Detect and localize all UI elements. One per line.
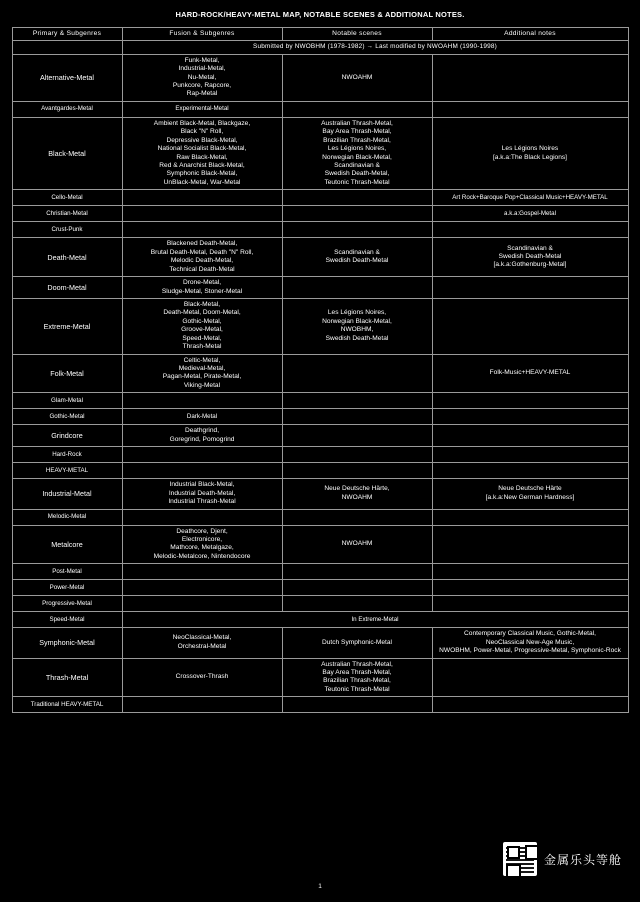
table-row: [12, 447, 628, 463]
notable-scenes: [282, 409, 432, 425]
table-row: [12, 425, 628, 447]
genre-name: Industrial-Metal: [12, 479, 122, 509]
table-row: [12, 564, 628, 580]
fusion-subgenres: NeoClassical-Metal, Orchestral-Metal: [122, 628, 282, 658]
additional-notes: Contemporary Classical Music, Gothic-Metal, NeoClassical New-Age Music, NWOBHM, Power-Metal, Progressive-Metal, Symphonic-Rock: [432, 628, 628, 658]
notable-scenes: [282, 596, 432, 612]
additional-notes: [432, 101, 628, 117]
fusion-subgenres: [122, 509, 282, 525]
genre-name: Death-Metal: [12, 238, 122, 277]
table-row: [12, 525, 628, 564]
genre-name: Power-Metal: [12, 580, 122, 596]
fusion-subgenres: Blackened Death-Metal, Brutal Death-Metal, Death "N" Roll, Melodic Death-Metal, Technical Death-Metal: [122, 238, 282, 277]
genre-map-table: [12, 27, 629, 713]
fusion-subgenres: Drone-Metal, Sludge-Metal, Stoner-Metal: [122, 277, 282, 299]
table-row: [12, 222, 628, 238]
genre-name: Crust-Punk: [12, 222, 122, 238]
table-row: [12, 463, 628, 479]
table-row: [12, 697, 628, 713]
additional-notes: [432, 393, 628, 409]
fusion-subgenres: Black-Metal, Death-Metal, Doom-Metal, Gothic-Metal, Groove-Metal, Speed-Metal, Thrash-Metal: [122, 298, 282, 354]
table-row: [12, 509, 628, 525]
column-header-fusion: Fusion & Subgenres: [122, 28, 282, 41]
genre-name: Extreme-Metal: [12, 298, 122, 354]
fusion-subgenres: [122, 447, 282, 463]
notable-scenes: [282, 222, 432, 238]
genre-name: Doom-Metal: [12, 277, 122, 299]
genre-name: Traditional HEAVY-METAL: [12, 697, 122, 713]
additional-notes: Folk-Music+HEAVY-METAL: [432, 354, 628, 393]
watermark: [503, 842, 622, 876]
fusion-subgenres: Industrial Black-Metal, Industrial Death-Metal, Industrial Thrash-Metal: [122, 479, 282, 509]
genre-name: Alternative-Metal: [12, 54, 122, 101]
fusion-subgenres: [122, 580, 282, 596]
genre-name: Symphonic-Metal: [12, 628, 122, 658]
table-row: [12, 190, 628, 206]
additional-notes: [432, 463, 628, 479]
notable-scenes: [282, 580, 432, 596]
notable-scenes: Australian Thrash-Metal, Bay Area Thrash-Metal, Brazilian Thrash-Metal, Les Légions Noires, Norwegian Black-Metal, Scandinavian & Swedish Death-Metal, Teutonic Thrash-Metal: [282, 117, 432, 190]
fusion-subgenres: [122, 596, 282, 612]
additional-notes: a.k.a:Gospel-Metal: [432, 206, 628, 222]
table-row: [12, 393, 628, 409]
additional-notes: [432, 409, 628, 425]
genre-name: Gothic-Metal: [12, 409, 122, 425]
additional-notes: [432, 596, 628, 612]
table-row: [12, 628, 628, 658]
table-row: [12, 277, 628, 299]
fusion-subgenres: In Extreme-Metal: [122, 612, 628, 628]
page-title: HARD-ROCK/HEAVY-METAL MAP, NOTABLE SCENES & ADDITIONAL NOTES.: [175, 10, 465, 19]
notable-scenes: [282, 354, 432, 393]
fusion-subgenres: [122, 463, 282, 479]
column-header-notes: Additional notes: [432, 28, 628, 41]
additional-notes: [432, 564, 628, 580]
genre-name: Folk-Metal: [12, 354, 122, 393]
genre-name: Cello-Metal: [12, 190, 122, 206]
notable-scenes: [282, 190, 432, 206]
notable-scenes: [282, 277, 432, 299]
notable-scenes: [282, 509, 432, 525]
genre-name: Avantgardes-Metal: [12, 101, 122, 117]
genre-name: Metalcore: [12, 525, 122, 564]
page-number: 1: [318, 883, 322, 890]
genre-name: Christian-Metal: [12, 206, 122, 222]
table-row: [12, 117, 628, 190]
table-row: [12, 238, 628, 277]
additional-notes: Art Rock+Baroque Pop+Classical Music+HEAVY-METAL: [432, 190, 628, 206]
additional-notes: Neue Deutsche Härte [a.k.a:New German Hardness]: [432, 479, 628, 509]
fusion-subgenres: [122, 190, 282, 206]
notable-scenes: Scandinavian & Swedish Death-Metal: [282, 238, 432, 277]
additional-notes: [432, 425, 628, 447]
fusion-subgenres: [122, 564, 282, 580]
fusion-subgenres: Dark-Metal: [122, 409, 282, 425]
table-header-row: [12, 28, 628, 41]
genre-name: Melodic-Metal: [12, 509, 122, 525]
additional-notes: [432, 222, 628, 238]
notable-scenes: Neue Deutsche Härte, NWOAHM: [282, 479, 432, 509]
table-row: [12, 409, 628, 425]
genre-name: Grindcore: [12, 425, 122, 447]
fusion-subgenres: Crossover-Thrash: [122, 658, 282, 697]
fusion-subgenres: [122, 697, 282, 713]
fusion-subgenres: Funk-Metal, Industrial-Metal, Nu-Metal, Punkcore, Rapcore, Rap-Metal: [122, 54, 282, 101]
additional-notes: [432, 658, 628, 697]
genre-name: Post-Metal: [12, 564, 122, 580]
additional-notes: [432, 54, 628, 101]
additional-notes: Les Légions Noires [a.k.a:The Black Legions]: [432, 117, 628, 190]
fusion-subgenres: [122, 222, 282, 238]
table-row: [12, 101, 628, 117]
genre-name: Black-Metal: [12, 117, 122, 190]
notable-scenes: NWOAHM: [282, 525, 432, 564]
notable-scenes: Australian Thrash-Metal, Bay Area Thrash-Metal, Brazilian Thrash-Metal, Teutonic Thrash-Metal: [282, 658, 432, 697]
additional-notes: [432, 697, 628, 713]
genre-name: Speed-Metal: [12, 612, 122, 628]
fusion-subgenres: Ambient Black-Metal, Blackgaze, Black "N" Roll, Depressive Black-Metal, National Socialist Black-Metal, Raw Black-Metal, Red & Anarchist Black-Metal, Symphonic Black-Metal, UnBlack-Metal, War-Metal: [122, 117, 282, 190]
fusion-subgenres: [122, 206, 282, 222]
table-row: [12, 54, 628, 101]
fusion-subgenres: Deathcore, Djent, Electronicore, Mathcore, Metalgaze, Melodic-Metalcore, Nintendocore: [122, 525, 282, 564]
wechat-qr-code-icon: [503, 842, 537, 876]
notable-scenes: [282, 697, 432, 713]
fusion-subgenres: Experimental-Metal: [122, 101, 282, 117]
fusion-subgenres: Deathgrind, Goregrind, Pomogrind: [122, 425, 282, 447]
additional-notes: [432, 525, 628, 564]
notable-scenes: Les Légions Noires, Norwegian Black-Metal, NWOBHM, Swedish Death-Metal: [282, 298, 432, 354]
submitted-note-row: [12, 41, 628, 54]
fusion-subgenres: Celtic-Metal, Medieval-Metal, Pagan-Metal, Pirate-Metal, Viking-Metal: [122, 354, 282, 393]
notable-scenes: Dutch Symphonic-Metal: [282, 628, 432, 658]
notable-scenes: [282, 425, 432, 447]
table-row: [12, 658, 628, 697]
additional-notes: [432, 277, 628, 299]
table-body: [12, 41, 628, 713]
submitted-note: Submitted by NWOBHM (1978-1982) → Last modified by NWOAHM (1990-1998): [122, 41, 628, 54]
table-row: [12, 354, 628, 393]
additional-notes: Scandinavian & Swedish Death-Metal [a.k.a:Gothenburg-Metal]: [432, 238, 628, 277]
notable-scenes: [282, 463, 432, 479]
genre-name: Glam-Metal: [12, 393, 122, 409]
notable-scenes: [282, 447, 432, 463]
fusion-subgenres: [122, 393, 282, 409]
additional-notes: [432, 298, 628, 354]
genre-name: Progressive-Metal: [12, 596, 122, 612]
table-row: [12, 580, 628, 596]
table-row: [12, 479, 628, 509]
table-row: [12, 298, 628, 354]
table-head: [12, 28, 628, 41]
table-row: [12, 206, 628, 222]
additional-notes: [432, 580, 628, 596]
genre-name: HEAVY-METAL: [12, 463, 122, 479]
column-header-scenes: Notable scenes: [282, 28, 432, 41]
additional-notes: [432, 447, 628, 463]
column-header-primary: Primary & Subgenres: [12, 28, 122, 41]
additional-notes: [432, 509, 628, 525]
notable-scenes: [282, 564, 432, 580]
table-row: [12, 596, 628, 612]
watermark-label: 金属乐头等舱: [543, 852, 622, 867]
genre-name: Thrash-Metal: [12, 658, 122, 697]
genre-name: Hard-Rock: [12, 447, 122, 463]
notable-scenes: NWOAHM: [282, 54, 432, 101]
notable-scenes: [282, 206, 432, 222]
table-row: [12, 612, 628, 628]
notable-scenes: [282, 393, 432, 409]
notable-scenes: [282, 101, 432, 117]
